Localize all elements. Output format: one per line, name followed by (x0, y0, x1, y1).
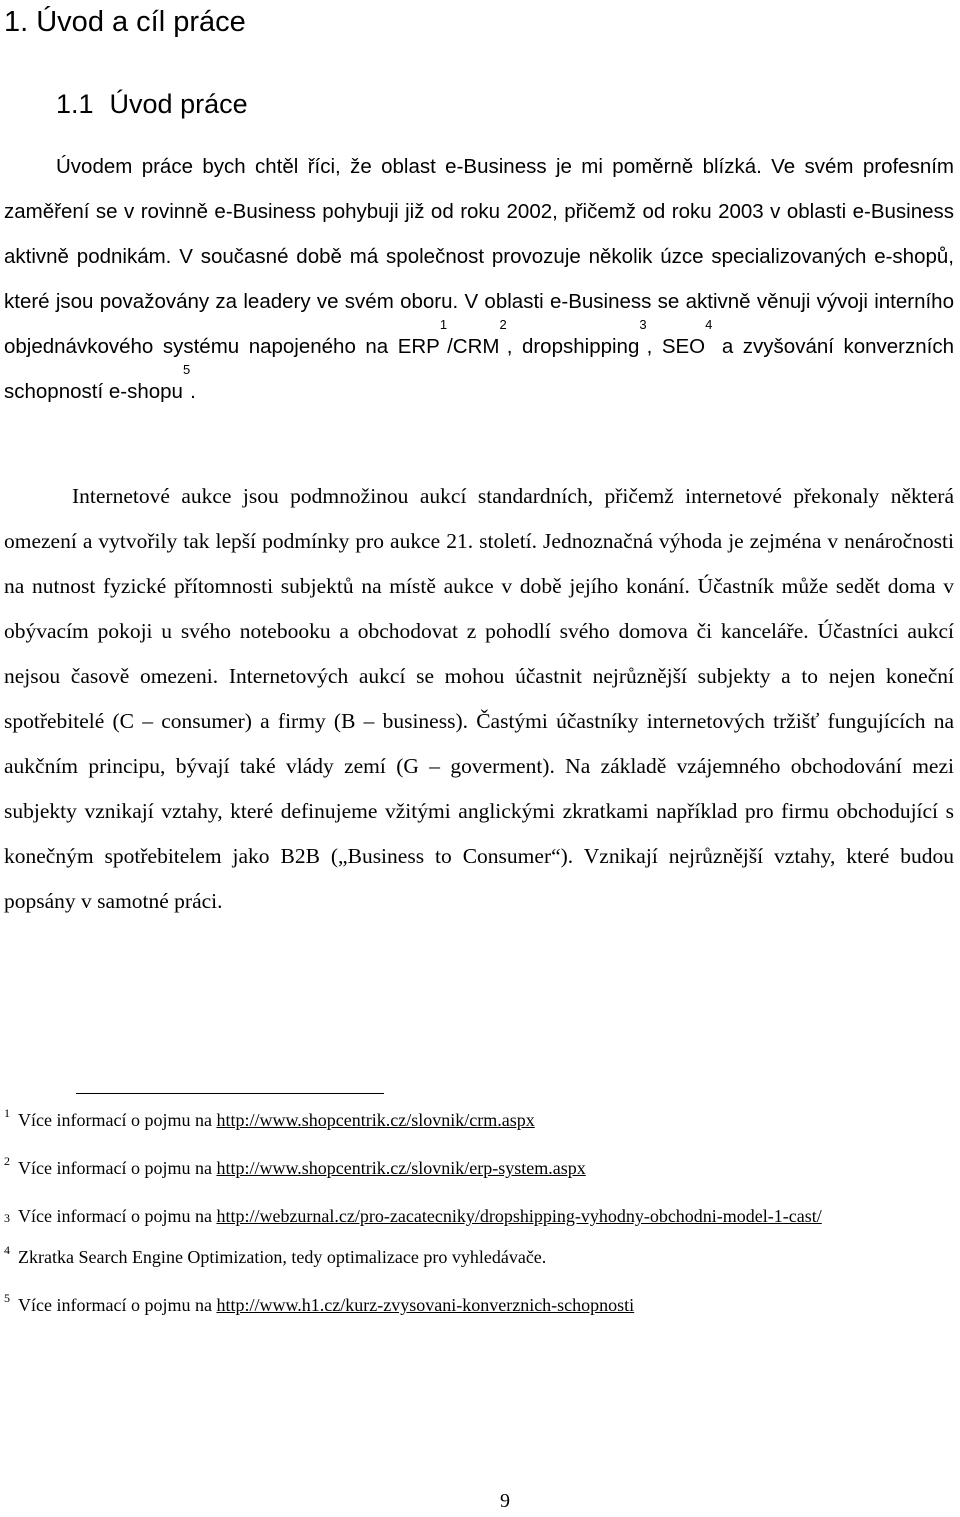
intro-text-3: , dropshipping (506, 335, 640, 358)
footnote-link[interactable]: http://webzurnal.cz/pro-zacatecniky/dropshipping-vyhodny-obchodni-model-1-cast/ (216, 1206, 822, 1226)
footnote-separator (76, 1093, 384, 1094)
footnote-ref-5[interactable]: 5 (182, 362, 191, 377)
footnote-5 (4, 1293, 954, 1317)
footnote-text: Více informací o pojmu na (18, 1158, 217, 1178)
footnote-ref-4[interactable]: 4 (705, 317, 713, 332)
intro-text-4: , SEO (646, 335, 706, 358)
footnote-link[interactable]: http://www.shopcentrik.cz/slovnik/erp-system.aspx (216, 1158, 586, 1178)
footnote-text: Více informací o pojmu na (18, 1295, 217, 1315)
section-heading (56, 85, 248, 123)
footnote-ref-2[interactable]: 2 (499, 317, 507, 332)
footnote-link[interactable]: http://www.shopcentrik.cz/slovnik/crm.aspx (216, 1110, 535, 1130)
auctions-paragraph (4, 474, 954, 924)
chapter-heading: 1. Úvod a cíl práce (4, 6, 246, 38)
intro-text-6: . (190, 380, 196, 403)
footnote-mark: 1 (4, 1106, 10, 1120)
footnotes (4, 1108, 954, 1341)
intro-paragraph (4, 144, 954, 414)
footnote-mark: 4 (4, 1243, 10, 1257)
footnote-text: Více informací o pojmu na (18, 1206, 217, 1226)
section-number: 1.1 (56, 89, 94, 119)
footnote-mark: 5 (4, 1291, 10, 1305)
footnote-4 (4, 1245, 954, 1269)
auctions-text: Internetové aukce jsou podmnožinou aukcí standardních, přičemž internetové překonaly některá omezení a vytvořily tak lepší podmínky pro aukce 21. století. Jednoznačná výhoda je zejména v nenáročnosti na nutnost fyzické přítomnosti subjektů na místě aukce v době jejího konání. Účastník může sedět doma v obývacím pokoji u svého notebooku a obchodovat z pohodlí svého domova či kanceláře. Účastníci aukcí nejsou časově omezeni. Internetových aukcí se mohou účastnit nejrůznější subjekty a to nejen koneční spotřebitelé (C – consumer) a firmy (B – business). Častými účastníky internetových tržišť fungujících na aukčním principu, bývají také vlády zemí (G – goverment). Na základě vzájemného obchodování mezi subjekty vznikají vztahy, které definujeme vžitými anglickými zkratkami například pro firmu obchodující s konečným spotřebitelem jako B2B („Business to Consumer“). Vznikají nejrůznější vztahy, které budou popsány v samotné práci. (4, 484, 954, 913)
section-title: Úvod práce (109, 89, 248, 119)
footnote-3 (4, 1198, 954, 1235)
footnote-mark: 3 (4, 1211, 10, 1225)
intro-text-1: Úvodem práce bych chtěl říci, že oblast e-Business je mi poměrně blízká. Ve svém profesním zaměření se v rovinně e-Business pohybuji již od roku 2002, přičemž od roku 2003 v oblasti e-Business aktivně podnikám. V současné době má společnost provozuje několik úzce specializovaných e-shopů, které jsou považovány za leadery ve svém oboru. V oblasti e-Business se aktivně věnuji vývoji interního objednávkového systému napojeného na ERP (4, 155, 954, 358)
footnote-1 (4, 1108, 954, 1132)
footnote-ref-1[interactable]: 1 (439, 317, 448, 332)
footnote-link[interactable]: http://www.h1.cz/kurz-zvysovani-konverznich-schopnosti (216, 1295, 635, 1315)
intro-text-2: /CRM (447, 335, 500, 358)
footnote-text: Zkratka Search Engine Optimization, tedy optimalizace pro vyhledávače. (18, 1247, 547, 1267)
footnote-text: Více informací o pojmu na (18, 1110, 217, 1130)
intro-text-5: a zvyšování konverzních schopností e-shopu (4, 335, 954, 403)
page-number: 9 (500, 1490, 510, 1512)
footnote-mark: 2 (4, 1154, 10, 1168)
footnote-ref-3[interactable]: 3 (639, 317, 647, 332)
footnote-2 (4, 1156, 954, 1180)
